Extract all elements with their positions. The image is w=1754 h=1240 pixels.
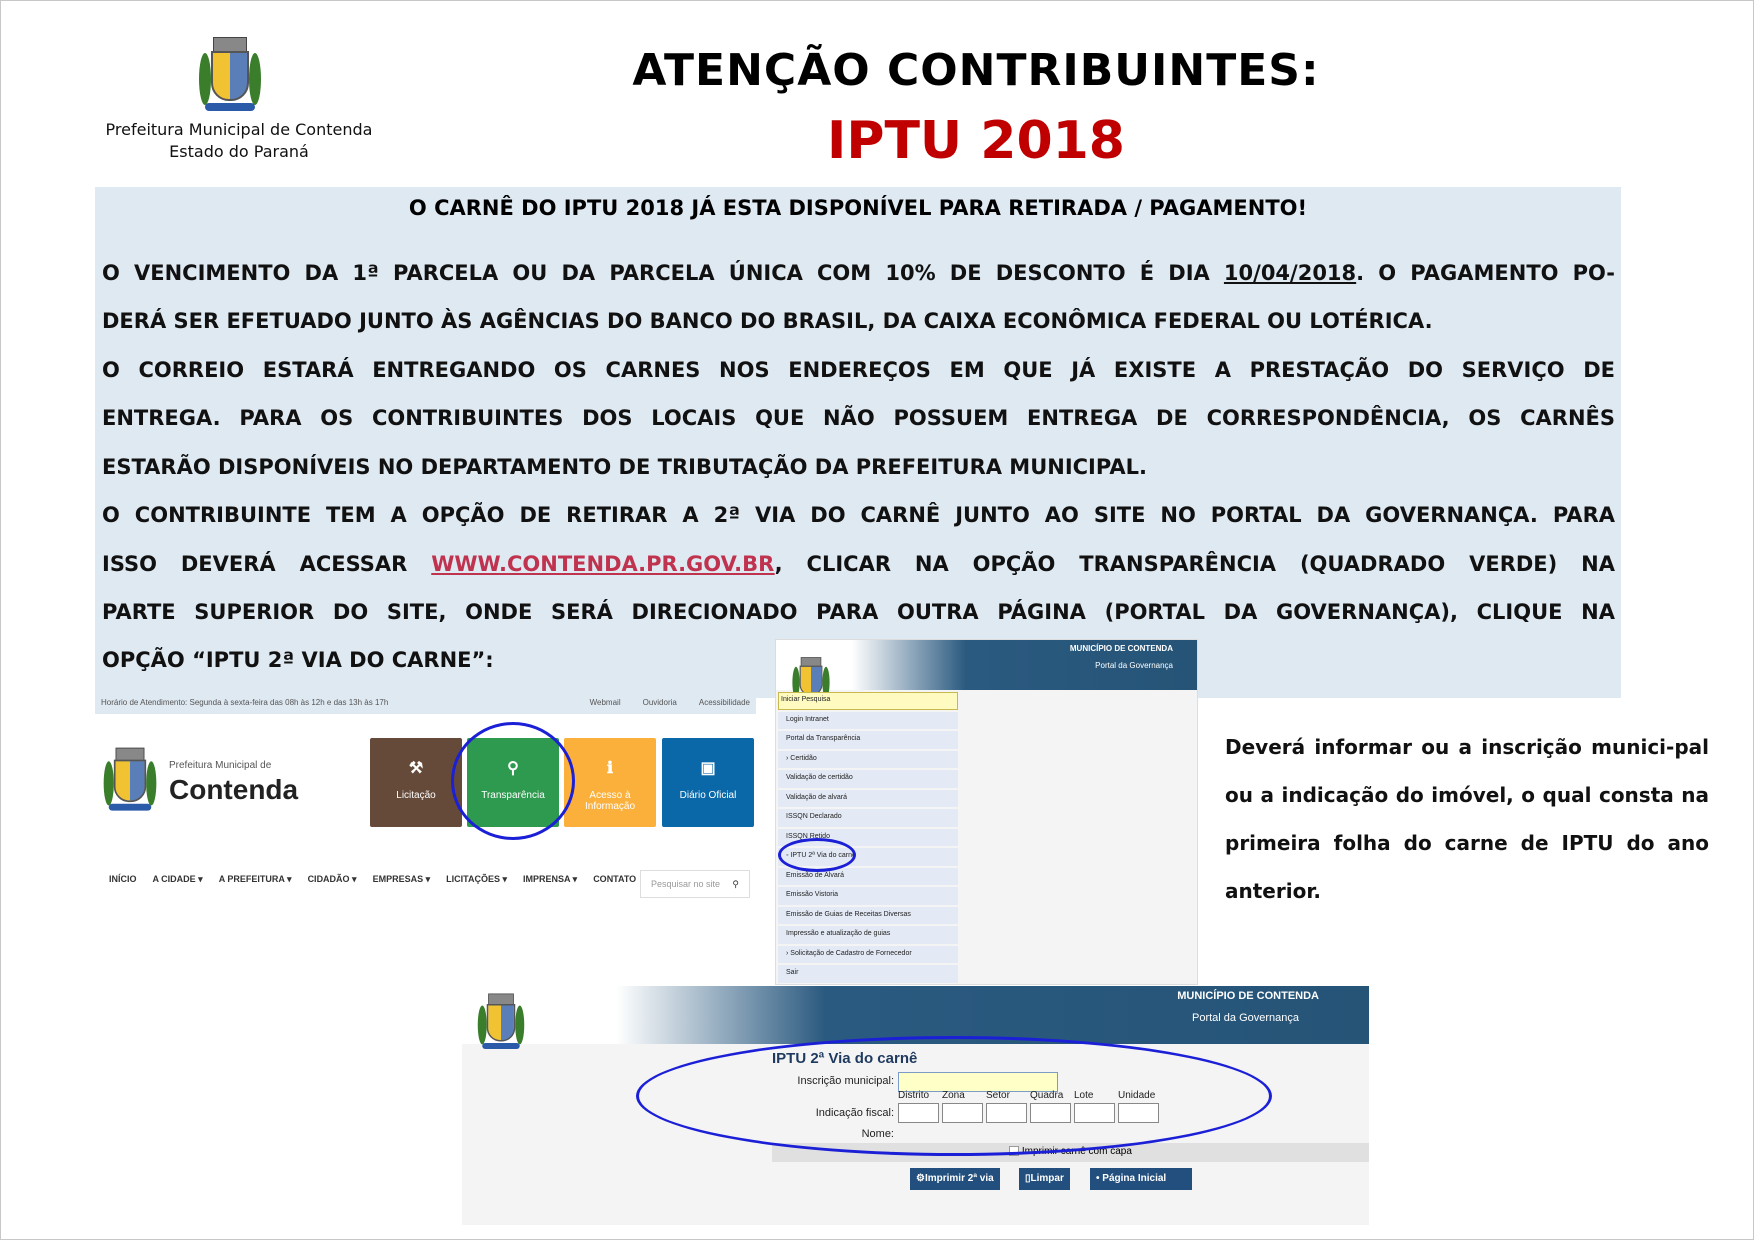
iptu-form-screenshot <box>462 986 1369 1225</box>
highlight-circle <box>778 838 856 872</box>
form-heading: IPTU 2ª Via do carnê <box>772 1050 918 1067</box>
page-title: ATENÇÃO CONTRIBUINTES: <box>632 45 1320 96</box>
lote-label: Lote <box>1074 1090 1094 1101</box>
home-button[interactable]: • Página Inicial <box>1090 1168 1192 1190</box>
notice-line: ENTREGA. PARA OS CONTRIBUINTES DOS LOCAIS QUE NÃO POSSUEM ENTREGA DE CORRESPONDÊNCIA, OS CARNÊS <box>102 406 1615 430</box>
brand-name: Contenda <box>169 774 299 805</box>
nav-empresas[interactable]: EMPRESAS ▾ <box>372 874 431 884</box>
menu-item[interactable]: Emissão de Guias de Receitas Diversas <box>778 907 958 925</box>
highlight-circle <box>636 1036 1272 1156</box>
portal-search-input[interactable]: Iniciar Pesquisa <box>778 692 958 710</box>
menu-item-iptu[interactable]: ◦ IPTU 2ª Via do carnê <box>778 848 958 866</box>
print-button[interactable]: ⚙Imprimir 2ª via <box>910 1168 1000 1190</box>
website-screenshot <box>95 694 756 896</box>
nav-licitacoes[interactable]: LICITAÇÕES ▾ <box>446 874 507 884</box>
inscricao-label: Inscrição municipal: <box>797 1075 894 1087</box>
nome-label: Nome: <box>861 1128 894 1140</box>
menu-item[interactable]: › Solicitação de Cadastro de Fornecedor <box>778 946 958 964</box>
notice-line: O CORREIO ESTARÁ ENTREGANDO OS CARNES NOS ENDEREÇOS EM QUE JÁ EXISTE A PRESTAÇÃO DO SERVIÇO DE <box>102 358 1615 382</box>
menu-item[interactable]: Impressão e atualização de guias <box>778 926 958 944</box>
tile-diario-oficial[interactable]: ▣ Diário Oficial <box>662 738 754 827</box>
nav-cidade[interactable]: A CIDADE ▾ <box>152 874 203 884</box>
site-logo <box>102 746 158 814</box>
tile-transparencia[interactable]: ⚲ Transparência <box>467 738 559 827</box>
menu-item[interactable]: Portal da Transparência <box>778 731 958 749</box>
portal-header <box>462 986 1369 1044</box>
portal-subtitle: Portal da Governança <box>1191 1012 1299 1024</box>
menu-item[interactable]: Sair <box>778 965 958 983</box>
brand-small: Prefeitura Municipal de <box>169 760 272 771</box>
site-nav <box>109 874 636 885</box>
notice-line: O VENCIMENTO DA 1ª PARCELA OU DA PARCELA ÚNICA COM 10% DE DESCONTO É DIA 10/04/2018. O PAGAMENTO PO- <box>102 261 1615 285</box>
distrito-label: Distrito <box>898 1090 930 1101</box>
tile-licitacao[interactable]: ⚒ Licitação <box>370 738 462 827</box>
portal-header <box>776 640 1197 690</box>
org-name <box>89 119 389 163</box>
gavel-icon: ⚒ <box>408 760 424 777</box>
org-line1: Prefeitura Municipal de Contenda <box>105 120 373 139</box>
portal-title: MUNICÍPIO DE CONTENDA <box>1069 644 1173 653</box>
top-bar <box>95 694 756 714</box>
hours-text: Horário de Atendimento: Segunda à sexta-feira das 08h às 12h e das 13h às 17h <box>101 698 389 707</box>
print-cover-checkbox[interactable]: Imprimir carnê com capa <box>772 1143 1369 1162</box>
menu-item[interactable]: Emissão de Alvará <box>778 868 958 886</box>
setor-label: Setor <box>986 1090 1010 1101</box>
org-line2: Estado do Paraná <box>169 142 309 161</box>
website-link[interactable]: WWW.CONTENDA.PR.GOV.BR <box>431 552 775 576</box>
tile-acesso-informacao[interactable]: ℹ Acesso à Informação <box>564 738 656 827</box>
webmail-link[interactable]: Webmail <box>589 698 621 707</box>
search-icon: ⚲ <box>507 760 519 777</box>
notice-line: OPÇÃO “IPTU 2ª VIA DO CARNE”: <box>102 648 494 672</box>
fiscal-label: Indicação fiscal: <box>815 1107 894 1119</box>
info-icon: ℹ <box>606 760 614 777</box>
unidade-label: Unidade <box>1118 1090 1156 1101</box>
instruction-text: Deverá informar ou a inscrição munici-pal ou a indicação do imóvel, o qual consta na primeira folha do carne de IPTU do ano anterior. <box>1225 735 1709 903</box>
highlight-circle <box>451 722 575 840</box>
ouvidoria-link[interactable]: Ouvidoria <box>642 698 677 707</box>
nav-contato[interactable]: CONTATO <box>593 874 637 884</box>
nav-imprensa[interactable]: IMPRENSA ▾ <box>522 874 578 884</box>
menu-item[interactable]: Emissão Vistoria <box>778 887 958 905</box>
notice-line: DERÁ SER EFETUADO JUNTO ÀS AGÊNCIAS DO BANCO DO BRASIL, DA CAIXA ECONÔMICA FEDERAL OU LOTÉRICA. <box>102 309 1433 333</box>
nav-inicio[interactable]: INÍCIO <box>109 874 137 884</box>
notice-line: ISSO DEVERÁ ACESSAR WWW.CONTENDA.PR.GOV.BR, CLICAR NA OPÇÃO TRANSPARÊNCIA (QUADRADO VERDE) NA <box>102 552 1615 576</box>
menu-item[interactable]: ISSQN Declarado <box>778 809 958 827</box>
newspaper-icon: ▣ <box>700 760 716 777</box>
clear-button[interactable]: ▯Limpar <box>1019 1168 1070 1190</box>
portal-subtitle: Portal da Governança <box>1095 661 1173 670</box>
page-subtitle: IPTU 2018 <box>827 111 1125 171</box>
notice-heading: O CARNÊ DO IPTU 2018 JÁ ESTA DISPONÍVEL PARA RETIRADA / PAGAMENTO! <box>408 196 1308 220</box>
nav-cidadao[interactable]: CIDADÃO ▾ <box>307 874 357 884</box>
menu-item[interactable]: Validação de alvará <box>778 790 958 808</box>
municipal-crest-logo <box>197 35 263 115</box>
notice-line: ESTARÃO DISPONÍVEIS NO DEPARTAMENTO DE TRIBUTAÇÃO DA PREFEITURA MUNICIPAL. <box>102 455 1147 479</box>
due-date: 10/04/2018 <box>1223 261 1357 285</box>
search-icon: ⚲ <box>732 879 739 889</box>
nav-prefeitura[interactable]: A PREFEITURA ▾ <box>218 874 292 884</box>
menu-item[interactable]: › Certidão <box>778 751 958 769</box>
zona-label: Zona <box>942 1090 965 1101</box>
accessibility-link[interactable]: Acessibilidade <box>698 698 750 707</box>
portal-logo <box>476 992 526 1052</box>
portal-title: MUNICÍPIO DE CONTENDA <box>1177 990 1319 1002</box>
menu-item[interactable]: Login Intranet <box>778 712 958 730</box>
menu-item[interactable]: Validação de certidão <box>778 770 958 788</box>
notice-line: PARTE SUPERIOR DO SITE, ONDE SERÁ DIRECIONADO PARA OUTRA PÁGINA (PORTAL DA GOVERNANÇA), CLIQUE NA <box>102 600 1615 624</box>
quadra-label: Quadra <box>1030 1090 1064 1101</box>
menu-item[interactable]: ISSQN Retido <box>778 829 958 847</box>
notice-line: O CONTRIBUINTE TEM A OPÇÃO DE RETIRAR A 2ª VIA DO CARNÊ JUNTO AO SITE NO PORTAL DA GOVERNANÇA. PARA <box>102 503 1615 527</box>
portal-menu-screenshot <box>775 639 1198 985</box>
site-search-input[interactable]: Pesquisar no site ⚲ <box>640 870 750 898</box>
